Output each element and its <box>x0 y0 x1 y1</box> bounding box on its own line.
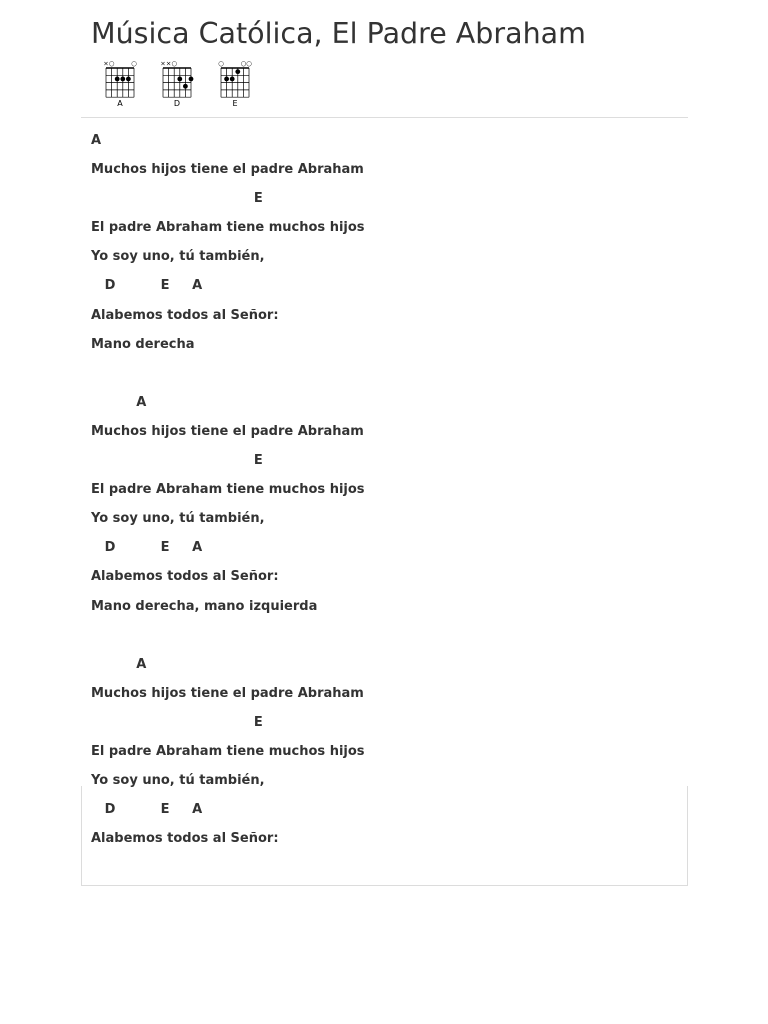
lyric-line: El padre Abraham tiene muchos hijos <box>91 743 365 759</box>
divider <box>81 117 688 118</box>
muted-string-marker: × <box>103 59 109 68</box>
page-title: Música Católica, El Padre Abraham <box>91 17 586 50</box>
chord-diagram-e <box>216 58 260 114</box>
open-string-marker: ○ <box>240 59 247 68</box>
chord-diagram-d <box>158 58 202 114</box>
chord-diagram-a <box>101 58 145 114</box>
chord-name-label: A <box>117 99 123 109</box>
muted-string-marker: × <box>160 59 166 68</box>
finger-dot <box>224 77 229 82</box>
chord-line: D E A <box>91 540 203 556</box>
lyric-line: Alabemos todos al Señor: <box>91 307 279 323</box>
chord-line: A <box>91 133 102 148</box>
finger-dot <box>126 77 131 82</box>
lyric-line: Yo soy uno, tú también, <box>91 511 265 527</box>
chord-line: D E A <box>91 278 203 294</box>
open-string-marker: ○ <box>108 59 115 68</box>
finger-dot <box>189 77 194 82</box>
finger-dot <box>183 84 188 89</box>
lyric-line: El padre Abraham tiene muchos hijos <box>91 482 365 498</box>
lyric-line: Muchos hijos tiene el padre Abraham <box>91 685 364 701</box>
lyric-line: Muchos hijos tiene el padre Abraham <box>91 162 364 178</box>
blank-line <box>91 359 365 388</box>
chord-line: A <box>91 394 147 410</box>
finger-dot <box>120 77 125 82</box>
blank-line <box>91 621 365 650</box>
finger-dot <box>177 77 182 82</box>
open-string-marker: ○ <box>131 59 137 68</box>
chord-line: E <box>91 453 263 469</box>
muted-string-marker: × <box>165 59 172 68</box>
lyric-line: Yo soy uno, tú también, <box>91 773 265 789</box>
lyric-line: Alabemos todos al Señor: <box>91 569 279 585</box>
lyric-line: Mano derecha <box>91 336 195 352</box>
chord-line: E <box>91 191 263 207</box>
chord-line: D E A <box>91 802 203 818</box>
chord-name-label: E <box>232 99 238 109</box>
finger-dot <box>235 69 240 74</box>
lyrics-sheet <box>91 126 365 853</box>
lyric-line: Yo soy uno, tú también, <box>91 249 265 265</box>
chord-line: A <box>91 656 147 672</box>
open-string-marker: ○ <box>246 59 252 68</box>
lyric-line: Mano derecha, mano izquierda <box>91 598 318 614</box>
finger-dot <box>230 77 235 82</box>
lyric-line: El padre Abraham tiene muchos hijos <box>91 220 365 236</box>
open-string-marker: ○ <box>171 59 178 68</box>
chord-diagrams <box>101 58 271 114</box>
chord-name-label: D <box>173 99 181 109</box>
chord-line: E <box>91 714 263 730</box>
lyric-line: Muchos hijos tiene el padre Abraham <box>91 423 364 439</box>
open-string-marker: ○ <box>218 59 224 68</box>
finger-dot <box>115 77 120 82</box>
lyric-line: Alabemos todos al Señor: <box>91 831 279 847</box>
